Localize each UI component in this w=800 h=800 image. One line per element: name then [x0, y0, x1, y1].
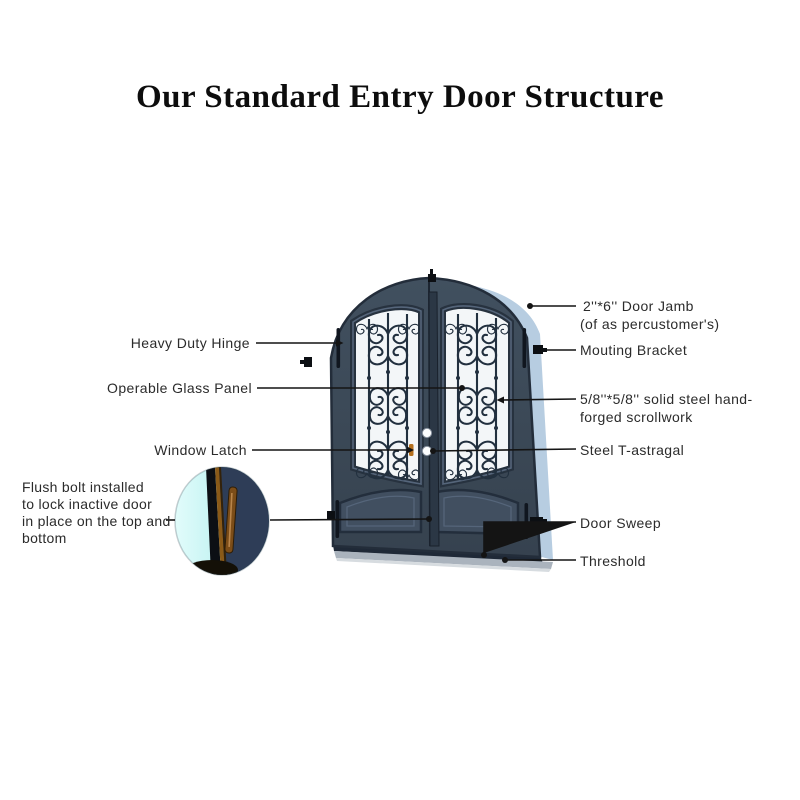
t-astragal-bar [429, 292, 439, 546]
scrollwork-line1: 5/8''*5/8'' solid steel hand- [580, 391, 753, 407]
label-heavy-duty-hinge: Heavy Duty Hinge [130, 335, 250, 351]
flush-bolt-line: to lock inactive door [22, 496, 153, 512]
flush-bolt-line: in place on the top and [22, 513, 171, 529]
label-window-latch: Window Latch [154, 442, 247, 458]
label-scrollwork [580, 390, 753, 426]
door-knob-icon [422, 428, 431, 437]
label-threshold: Threshold [580, 553, 646, 569]
label-door-sweep: Door Sweep [580, 515, 662, 531]
leader-line-door-jamb [527, 303, 576, 309]
label-t-astragal: Steel T-astragal [580, 442, 685, 458]
label-door-jamb [580, 297, 719, 333]
flush-bolt-line: bottom [22, 530, 67, 546]
flush-bolt-line: Flush bolt installed [22, 479, 144, 495]
door-jamb-line1: 2''*6'' Door Jamb [583, 298, 694, 314]
label-mounting-bracket: Mouting Bracket [580, 342, 688, 358]
page-title: Our Standard Entry Door Structure [135, 79, 665, 115]
double-door [300, 269, 547, 557]
label-operable-glass-panel: Operable Glass Panel [107, 380, 252, 396]
scrollwork-line2: forged scrollwork [580, 409, 693, 425]
door-jamb-line2: (of as percustomer's) [580, 316, 720, 332]
label-flush-bolt [22, 479, 212, 547]
leader-line-hinge [256, 340, 344, 347]
